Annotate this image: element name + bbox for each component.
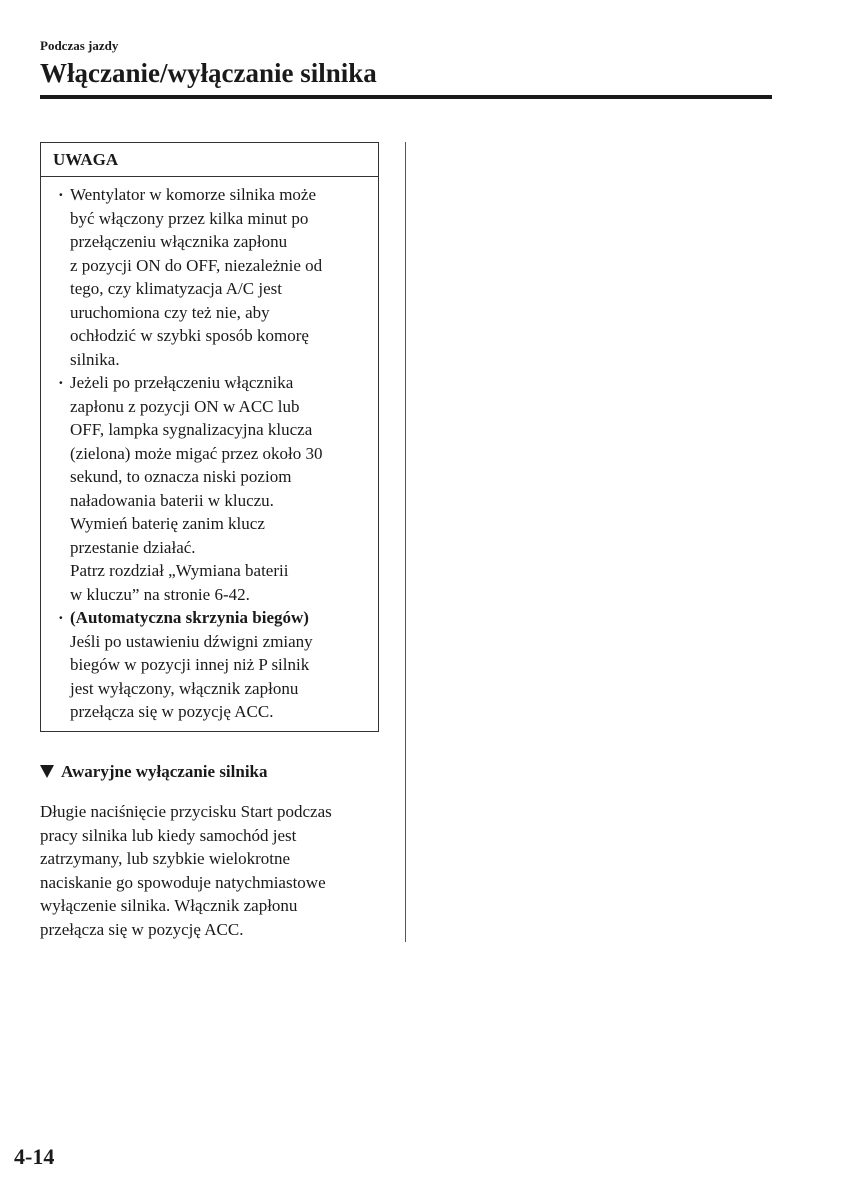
caution-item [41, 606, 378, 724]
text-line: przełącza się w pozycję ACC. [40, 919, 244, 939]
text-line: Wentylator w komorze silnika może [70, 185, 317, 204]
text-line: przełączeniu włącznika zapłonu [70, 232, 288, 251]
bullet-icon: · [58, 185, 64, 204]
text-line: jest wyłączony, włącznik zapłonu [70, 678, 299, 698]
column-divider [405, 142, 406, 942]
caution-list [41, 177, 378, 724]
down-triangle-icon [40, 765, 54, 778]
text-line: naciskanie go spowoduje natychmiastowe [40, 872, 326, 892]
emergency-heading [40, 762, 268, 782]
text-line: zatrzymany, lub szybkie wielokrotne [40, 849, 291, 868]
text-line: z pozycji ON do OFF, niezależnie od [70, 255, 323, 275]
text-line: uruchomiona czy też nie, aby [70, 302, 270, 322]
text-line: ochłodzić w szybki sposób komorę [70, 326, 309, 345]
caution-heading: UWAGA [41, 143, 378, 177]
caution-item [41, 183, 378, 371]
text-line: Patrz rozdział „Wymiana baterii [70, 561, 289, 580]
emergency-heading-text: Awaryjne wyłączanie silnika [61, 762, 268, 781]
text-line: pracy silnika lub kiedy samochód jest [40, 825, 297, 845]
text-line: sekund, to oznacza niski poziom [70, 467, 292, 486]
text-line: tego, czy klimatyzacja A/C jest [70, 279, 282, 298]
text-line: być włączony przez kilka minut po [70, 208, 309, 228]
text-line: zapłonu z pozycji ON w ACC lub [70, 396, 300, 416]
text-line: przełącza się w pozycję ACC. [70, 702, 274, 721]
text-line: silnika. [70, 349, 120, 369]
text-line: naładowania baterii w kluczu. [70, 490, 274, 510]
text-line: Jeżeli po przełączeniu włącznika [70, 373, 294, 392]
emergency-paragraph [40, 800, 332, 941]
text-line: Jeśli po ustawieniu dźwigni zmiany [70, 631, 313, 651]
text-line: wyłączenie silnika. Włącznik zapłonu [40, 896, 298, 915]
page-title: Włączanie/wyłączanie silnika [40, 58, 377, 88]
bullet-icon: · [58, 373, 64, 392]
caution-box [40, 142, 379, 732]
text-line: w kluczu” na stronie 6-42. [70, 584, 250, 604]
text-line: Wymień baterię zanim klucz [70, 514, 265, 533]
text-line: Długie naciśnięcie przycisku Start podczas [40, 802, 332, 821]
caution-item [41, 371, 378, 606]
text-line: biegów w pozycji innej niż P silnik [70, 655, 310, 674]
title-rule [40, 95, 772, 99]
text-line: (zielona) może migać przez około 30 [70, 443, 323, 463]
page-number: 4-14 [14, 1144, 55, 1169]
text-line: OFF, lampka sygnalizacyjna klucza [70, 420, 313, 439]
item-subheading: (Automatyczna skrzynia biegów) [70, 608, 309, 627]
section-label: Podczas jazdy [40, 38, 119, 53]
bullet-icon: · [58, 608, 64, 627]
text-line: przestanie działać. [70, 537, 196, 557]
